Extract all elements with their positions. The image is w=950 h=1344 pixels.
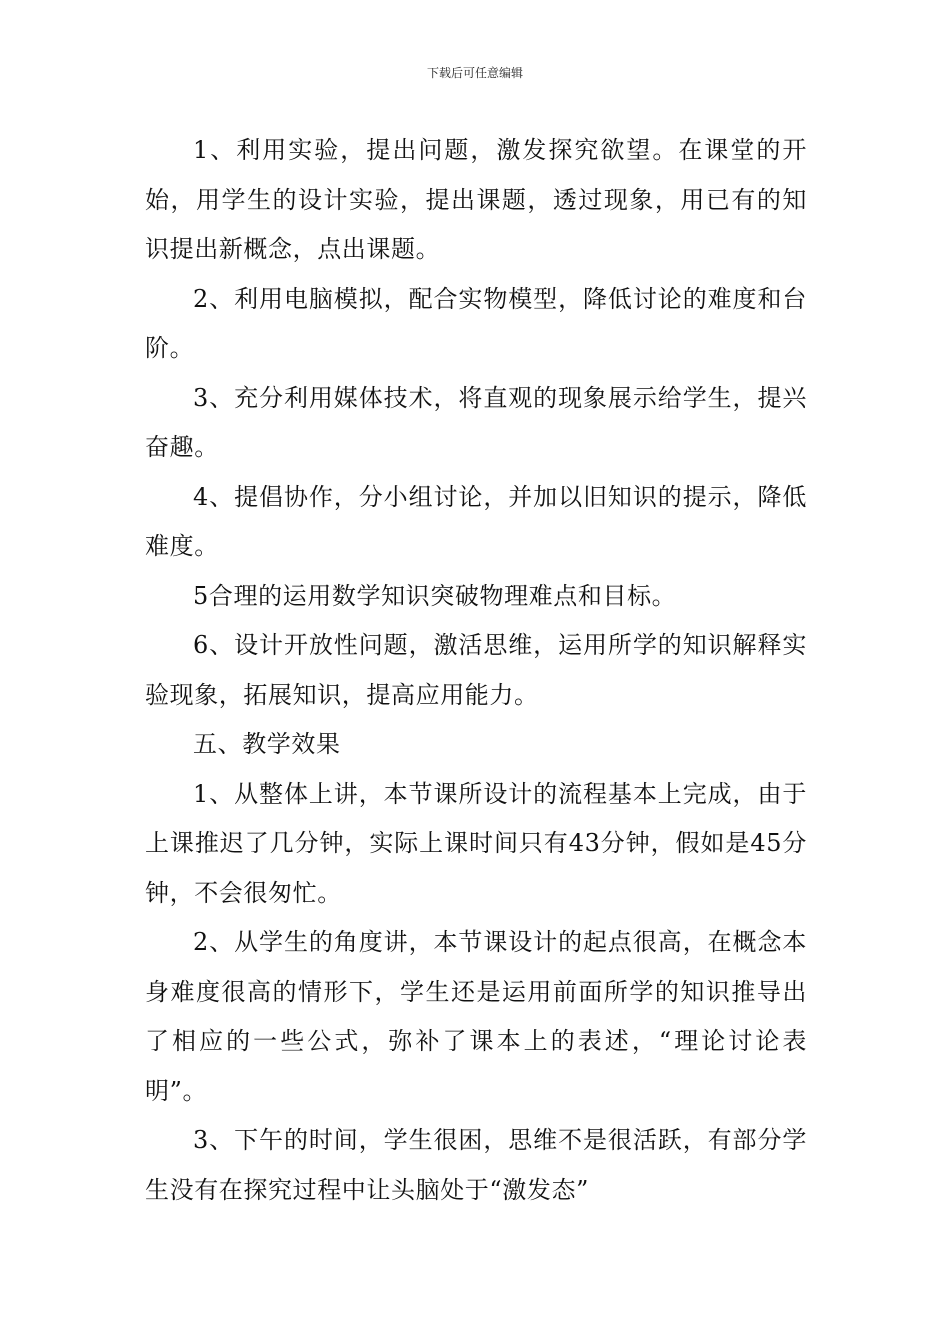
paragraph-method-5: 5合理的运用数学知识突破物理难点和目标。 <box>193 581 677 610</box>
paragraph-method-1: 1、利用实验，提出问题，激发探究欲望。在课堂的开始，用学生的设计实验，提出课题，透过现象，用已有的知识提出新概念，点出课题。 <box>145 136 807 263</box>
paragraph-method-2: 2、利用电脑模拟，配合实物模型，降低讨论的难度和台阶。 <box>145 284 807 362</box>
section-heading-teaching-effect: 五、教学效果 <box>193 730 341 758</box>
paragraph-method-3: 3、充分利用媒体技术，将直观的现象展示给学生，提兴奋趣。 <box>145 383 807 461</box>
paragraph-method-6: 6、设计开放性问题，激活思维，运用所学的知识解释实验现象，拓展知识，提高应用能力。 <box>145 631 807 709</box>
paragraph-effect-1: 1、从整体上讲，本节课所设计的流程基本上完成，由于上课推迟了几分钟，实际上课时间只有43分钟，假如是45分钟，不会很匆忙。 <box>145 779 807 907</box>
page-header: 下载后可任意编辑 <box>426 66 523 80</box>
paragraph-effect-2: 2、从学生的角度讲，本节课设计的起点很高，在概念本身难度很高的情形下，学生还是运用前面所学的知识推导出了相应的一些公式，弥补了课本上的表述，“理论讨论表明”。 <box>145 928 807 1105</box>
document-body <box>145 126 807 1215</box>
paragraph-method-4: 4、提倡协作，分小组讨论，并加以旧知识的提示，降低难度。 <box>145 482 807 560</box>
paragraph-effect-3: 3、下午的时间，学生很困，思维不是很活跃，有部分学生没有在探究过程中让头脑处于“激发态” <box>145 1126 807 1204</box>
